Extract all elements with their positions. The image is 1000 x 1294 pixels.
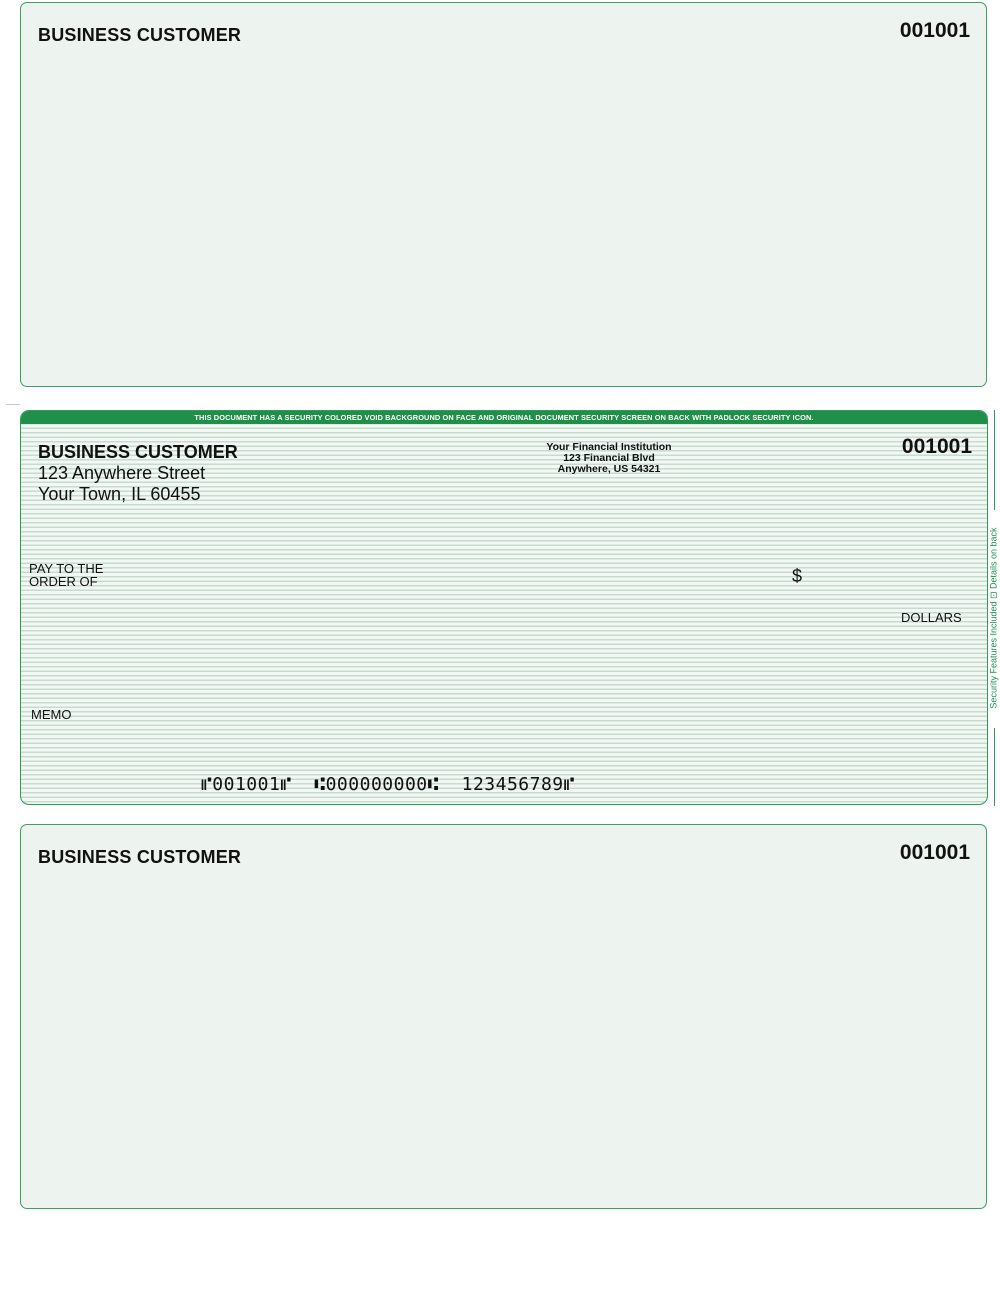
bottom-stub: [20, 824, 987, 1209]
security-banner: THIS DOCUMENT HAS A SECURITY COLORED VOID BACKGROUND ON FACE AND ORIGINAL DOCUMENT SECURITY SCREEN ON BACK WITH PADLOCK SECURITY ICON.: [21, 411, 987, 424]
top-stub-check-number: 001001: [899, 19, 970, 42]
bank-address1: 123 Financial Blvd: [563, 452, 655, 464]
check-customer-name: BUSINESS CUSTOMER: [38, 442, 238, 462]
bottom-stub-check-number: 001001: [899, 841, 970, 864]
side-rule-top: [994, 410, 995, 510]
bank-info: [509, 442, 709, 475]
pay-to-label: [29, 562, 103, 588]
top-stub-customer-name: BUSINESS CUSTOMER: [38, 25, 242, 45]
micr-line: ⑈001001⑈ ⑆000000000⑆ 123456789⑈: [201, 774, 575, 795]
bank-name: Your Financial Institution: [546, 441, 672, 453]
bank-address2: Anywhere, US 54321: [557, 463, 661, 475]
bottom-stub-customer-name: BUSINESS CUSTOMER: [38, 847, 242, 867]
check-address-line2: Your Town, IL 60455: [38, 484, 201, 504]
side-rule-bottom: [994, 728, 995, 806]
dollar-sign: $: [792, 566, 803, 586]
pay-to-line1: PAY TO THE: [29, 561, 104, 576]
dollars-label: DOLLARS: [901, 610, 962, 625]
security-side-note: [987, 512, 1000, 724]
pay-to-line2: ORDER OF: [29, 574, 98, 589]
check-address-line1: 123 Anywhere Street: [38, 463, 206, 483]
security-side-text: Security Features Included ⊡ Details on back: [988, 527, 999, 709]
perforation-mark: [6, 404, 20, 405]
top-stub: [20, 2, 987, 387]
memo-label: MEMO: [31, 707, 72, 722]
check-face: [20, 410, 988, 805]
check-number: 001001: [901, 435, 972, 458]
